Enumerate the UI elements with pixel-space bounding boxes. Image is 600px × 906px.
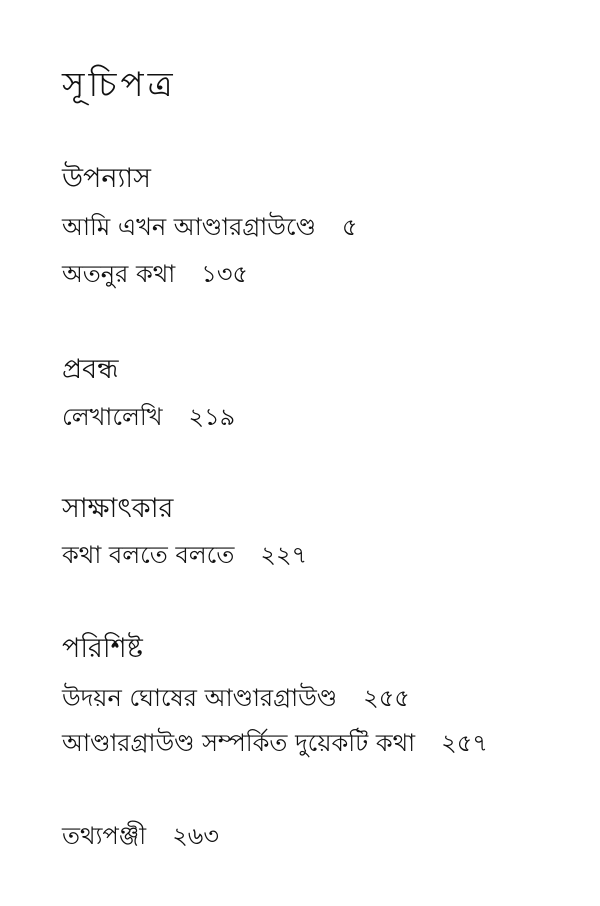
toc-entry[interactable] — [62, 256, 248, 292]
page-title: সূচিপত্র — [62, 65, 177, 105]
entry-page-number: ৫ — [341, 213, 358, 241]
entry-page-number: ২৫৭ — [441, 729, 488, 757]
section-heading-novels: উপন্যাস — [62, 163, 151, 194]
entry-title: অতনুর কথা — [62, 260, 176, 288]
toc-entry[interactable] — [62, 209, 358, 245]
section-heading-essays: প্রবন্ধ — [62, 354, 119, 385]
entry-title: আমি এখন আণ্ডারগ্রাউণ্ডে — [62, 213, 316, 241]
entry-title: লেখালেখি — [62, 403, 163, 431]
entry-title: উদয়ন ঘোষের আণ্ডারগ্রাউণ্ড — [62, 684, 338, 712]
entry-page-number: ১৩৫ — [201, 260, 249, 288]
toc-entry[interactable] — [62, 399, 235, 435]
entry-title: কথা বলতে বলতে — [62, 541, 235, 569]
section-heading-interview: সাক্ষাৎকার — [62, 493, 174, 524]
section-heading-appendix: পরিশিষ্ট — [62, 633, 143, 664]
entry-page-number: ২৫৫ — [363, 684, 410, 712]
entry-page-number: ২২৭ — [260, 541, 308, 569]
entry-page-number: ২৬৩ — [172, 822, 220, 850]
toc-entry[interactable] — [62, 537, 307, 573]
toc-entry-bibliography[interactable] — [62, 818, 219, 854]
entry-title: আণ্ডারগ্রাউণ্ড সম্পর্কিত দুয়েকটি কথা — [62, 729, 416, 757]
entry-title: তথ্যপঞ্জী — [62, 822, 147, 850]
toc-entry[interactable] — [62, 725, 488, 761]
entry-page-number: ২১৯ — [188, 403, 236, 431]
toc-entry[interactable] — [62, 680, 410, 716]
